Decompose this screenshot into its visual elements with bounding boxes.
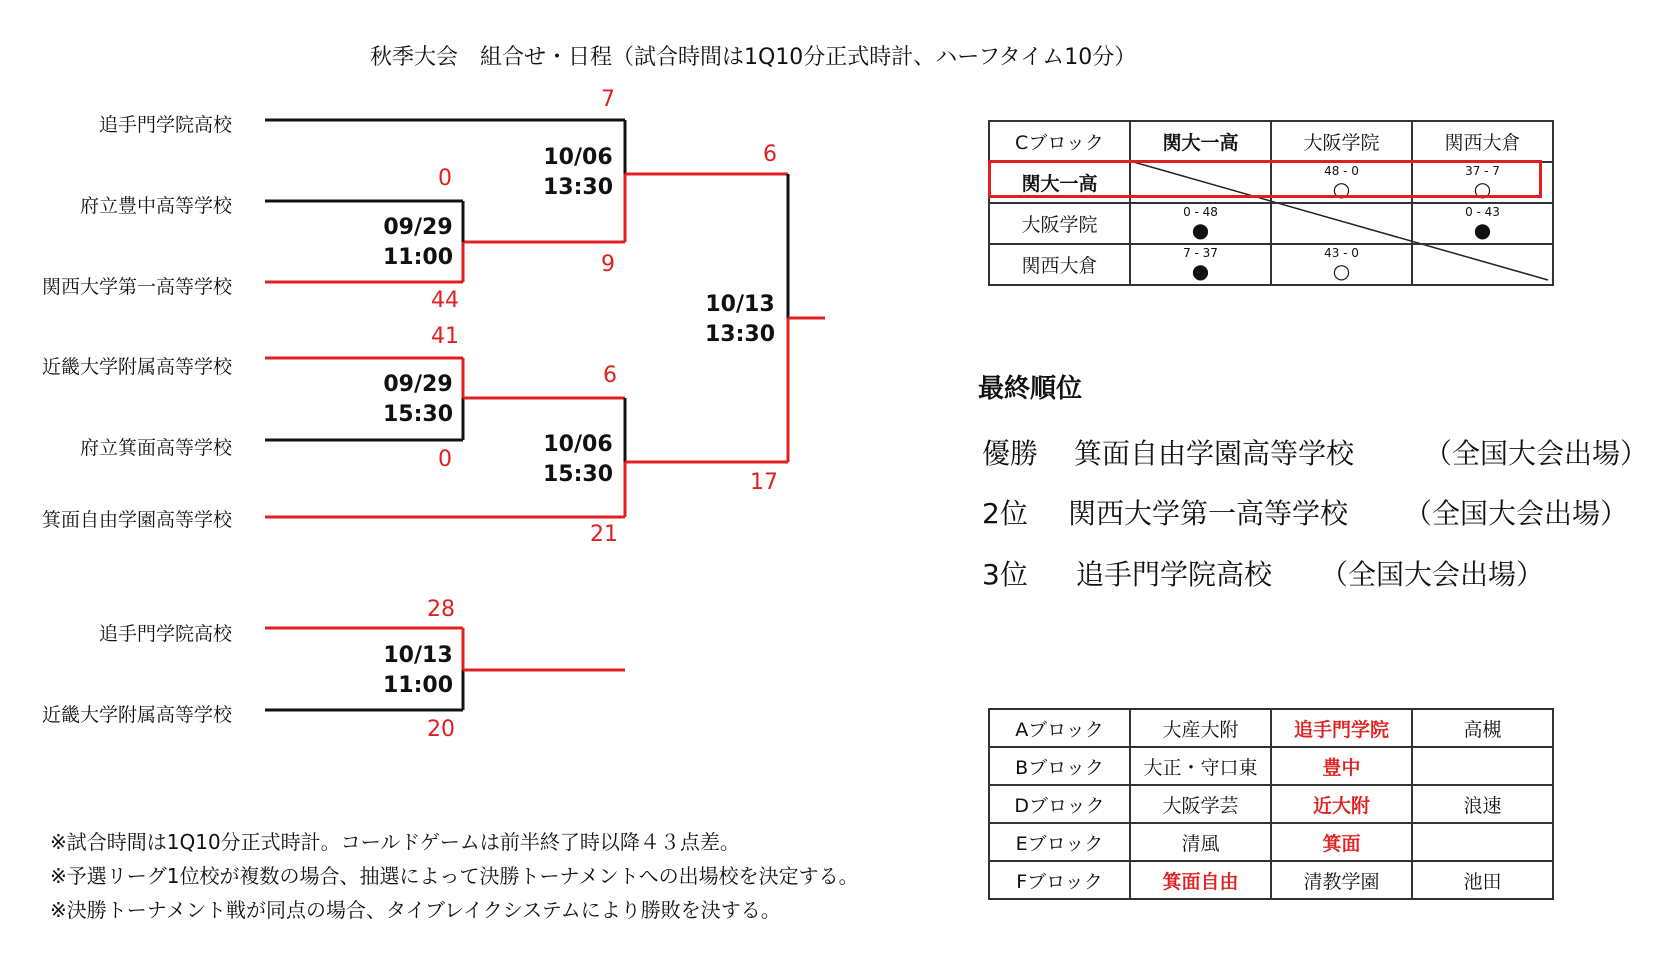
final-score-bottom: 17 xyxy=(750,470,778,495)
block-row xyxy=(989,861,1553,899)
league-result: 37 - 7 xyxy=(1465,164,1500,178)
final-time: 13:30 xyxy=(704,322,776,347)
third-date: 10/13 xyxy=(383,643,453,668)
league-cell xyxy=(1412,203,1553,244)
rank-label: 3位 xyxy=(982,558,1028,591)
block-team: 浪速 xyxy=(1412,785,1553,823)
league-cell-self xyxy=(1271,203,1412,244)
win-mark-icon: ○ xyxy=(1332,177,1351,201)
rank-team: 追手門学院高校 xyxy=(1076,558,1273,591)
block-row xyxy=(989,823,1553,861)
final-ranking-heading: 最終順位 xyxy=(978,374,1083,404)
block-team xyxy=(1412,823,1553,861)
rank-team: 関西大学第一高等学校 xyxy=(1068,497,1349,530)
block-team: 清教学園 xyxy=(1271,861,1412,899)
league-cell xyxy=(1130,244,1271,285)
sf2-schedule xyxy=(518,430,638,490)
block-team-advanced: 近大附 xyxy=(1271,785,1412,823)
sf2-score-bottom: 21 xyxy=(590,522,618,547)
rank-label: 2位 xyxy=(982,497,1028,530)
page-title: 秋季大会 組合せ・日程（試合時間は1Q10分正式時計、ハーフタイム10分） xyxy=(370,45,1137,70)
block-team-advanced: 豊中 xyxy=(1271,747,1412,785)
qf2-score-top: 41 xyxy=(431,324,459,349)
notes xyxy=(50,825,859,927)
team-4: 近畿大学附属高等学校 xyxy=(41,356,232,378)
qf2-score-bottom: 0 xyxy=(438,447,452,472)
league-header-row xyxy=(989,121,1553,162)
qf1-date: 09/29 xyxy=(383,215,453,240)
third-score-top: 28 xyxy=(427,597,455,622)
rank-team: 箕面自由学園高等学校 xyxy=(1074,437,1355,470)
league-header-team-1: 関大一高 xyxy=(1130,121,1271,162)
league-cell xyxy=(1271,244,1412,285)
league-row xyxy=(989,244,1553,285)
rank-label: 優勝 xyxy=(982,437,1039,470)
sf1-schedule xyxy=(518,143,638,203)
league-row xyxy=(989,203,1553,244)
block-team: 池田 xyxy=(1412,861,1553,899)
block-row xyxy=(989,709,1553,747)
league-result: 0 - 43 xyxy=(1465,205,1500,219)
league-result: 43 - 0 xyxy=(1324,246,1359,260)
league-result: 7 - 37 xyxy=(1183,246,1218,260)
league-winner-highlight xyxy=(988,160,1542,201)
league-row-name: 関大一高 xyxy=(989,162,1130,203)
block-team: 大阪学芸 xyxy=(1130,785,1271,823)
blocks-table xyxy=(988,708,1554,900)
block-row xyxy=(989,785,1553,823)
league-table xyxy=(988,120,1554,286)
rank-note: （全国大会出場） xyxy=(1424,437,1649,470)
rank-note: （全国大会出場） xyxy=(1404,497,1629,530)
league-header-block: Cブロック xyxy=(989,121,1130,162)
third-place-team-1: 追手門学院高校 xyxy=(98,623,232,645)
team-5: 府立箕面高等学校 xyxy=(79,437,232,459)
league-result: 48 - 0 xyxy=(1324,164,1359,178)
qf2-date: 09/29 xyxy=(383,372,453,397)
third-place-team-2: 近畿大学附属高等学校 xyxy=(41,704,232,726)
win-mark-icon: ○ xyxy=(1473,177,1492,201)
team-2: 府立豊中高等学校 xyxy=(79,195,232,217)
note-line: ※試合時間は1Q10分正式時計。コールドゲームは前半終了時以降４３点差。 xyxy=(50,830,740,854)
block-team: 高槻 xyxy=(1412,709,1553,747)
team-3: 関西大学第一高等学校 xyxy=(41,276,232,298)
third-score-bottom: 20 xyxy=(427,717,455,742)
league-cell xyxy=(1130,203,1271,244)
block-label: Eブロック xyxy=(989,823,1130,861)
league-result: 0 - 48 xyxy=(1183,205,1218,219)
block-row xyxy=(989,747,1553,785)
block-team: 大産大附 xyxy=(1130,709,1271,747)
sf2-time: 15:30 xyxy=(542,462,614,487)
loss-mark-icon: ● xyxy=(1191,259,1210,283)
league-row-name: 大阪学院 xyxy=(989,203,1130,244)
block-label: Bブロック xyxy=(989,747,1130,785)
sf2-score-top: 6 xyxy=(603,363,617,388)
block-team-advanced: 箕面 xyxy=(1271,823,1412,861)
team-1: 追手門学院高校 xyxy=(98,114,232,136)
final-schedule xyxy=(680,290,800,350)
qf1-time: 11:00 xyxy=(382,245,454,270)
rank-note: （全国大会出場） xyxy=(1320,558,1545,591)
block-label: Fブロック xyxy=(989,861,1130,899)
third-schedule xyxy=(358,641,478,701)
block-team: 大正・守口東 xyxy=(1130,747,1271,785)
league-row-name: 関西大倉 xyxy=(989,244,1130,285)
league-header-team-3: 関西大倉 xyxy=(1412,121,1553,162)
qf1-score-top: 0 xyxy=(438,166,452,191)
note-line: ※決勝トーナメント戦が同点の場合、タイブレイクシステムにより勝敗を決する。 xyxy=(50,898,781,922)
block-team-advanced: 追手門学院 xyxy=(1271,709,1412,747)
qf2-schedule xyxy=(358,370,478,430)
qf2-time: 15:30 xyxy=(382,402,454,427)
sf1-time: 13:30 xyxy=(542,175,614,200)
block-team: 清風 xyxy=(1130,823,1271,861)
final-score-top: 6 xyxy=(763,142,777,167)
loss-mark-icon: ● xyxy=(1191,218,1210,242)
sf1-date: 10/06 xyxy=(543,145,613,170)
win-mark-icon: ○ xyxy=(1332,259,1351,283)
sf1-score-top: 7 xyxy=(601,87,615,112)
final-date: 10/13 xyxy=(705,292,775,317)
sf1-score-bottom: 9 xyxy=(601,252,615,277)
league-header-team-2: 大阪学院 xyxy=(1271,121,1412,162)
league-cell-self xyxy=(1412,244,1553,285)
team-6: 箕面自由学園高等学校 xyxy=(41,509,232,531)
block-label: Aブロック xyxy=(989,709,1130,747)
loss-mark-icon: ● xyxy=(1473,218,1492,242)
block-team-advanced: 箕面自由 xyxy=(1130,861,1271,899)
sf2-date: 10/06 xyxy=(543,432,613,457)
qf1-schedule xyxy=(358,213,478,273)
block-label: Dブロック xyxy=(989,785,1130,823)
qf1-score-bottom: 44 xyxy=(431,288,459,313)
note-line: ※予選リーグ1位校が複数の場合、抽選によって決勝トーナメントへの出場校を決定する。 xyxy=(50,864,859,888)
block-team xyxy=(1412,747,1553,785)
third-time: 11:00 xyxy=(382,673,454,698)
